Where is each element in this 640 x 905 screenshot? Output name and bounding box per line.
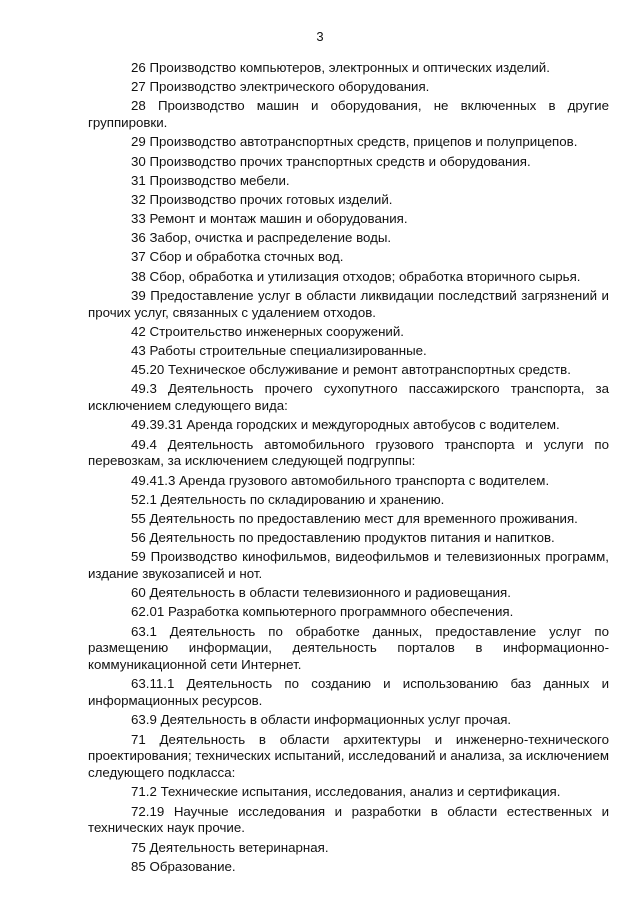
list-item: 49.3 Деятельность прочего сухопутного пассажирского транспорта, за исключением следующего вида:	[88, 381, 609, 414]
list-item: 75 Деятельность ветеринарная.	[131, 839, 329, 855]
list-item: 32 Производство прочих готовых изделий.	[131, 191, 393, 207]
list-item: 85 Образование.	[131, 858, 236, 874]
list-item: 52.1 Деятельность по складированию и хранению.	[131, 491, 445, 507]
list-item: 36 Забор, очистка и распределение воды.	[131, 230, 392, 246]
list-item: 49.39.31 Аренда городских и междугородных автобусов с водителем.	[131, 417, 560, 433]
list-item: 26 Производство компьютеров, электронных и оптических изделий.	[131, 60, 550, 75]
list-item: 43 Работы строительные специализированные.	[131, 343, 427, 359]
list-item: 72.19 Научные исследования и разработки в области естественных и технических наук прочие.	[88, 803, 609, 836]
list-item: 63.9 Деятельность в области информационных услуг прочая.	[131, 712, 512, 728]
list-item: 62.01 Разработка компьютерного программного обеспечения.	[131, 604, 514, 620]
list-item: 49.41.3 Аренда грузового автомобильного транспорта с водителем.	[131, 472, 550, 488]
list-item: 38 Сбор, обработка и утилизация отходов; обработка вторичного сырья.	[131, 268, 581, 284]
list-item: 71.2 Технические испытания, исследования, анализ и сертификация.	[131, 784, 561, 800]
list-item: 49.4 Деятельность автомобильного грузового транспорта и услуги по перевозкам, за исключением следующей подгруппы:	[88, 436, 609, 469]
list-item: 42 Строительство инженерных сооружений.	[131, 323, 404, 339]
activity-code-list	[88, 60, 609, 878]
list-item: 31 Производство мебели.	[131, 172, 290, 188]
list-item: 55 Деятельность по предоставлению мест для временного проживания.	[131, 510, 578, 526]
list-item: 45.20 Техническое обслуживание и ремонт автотранспортных средств.	[131, 362, 571, 378]
list-item: 28 Производство машин и оборудования, не включенных в другие группировки.	[88, 98, 609, 131]
list-item: 63.11.1 Деятельность по созданию и использованию баз данных и информационных ресурсов.	[88, 676, 609, 709]
list-item: 59 Производство кинофильмов, видеофильмов и телевизионных программ, издание звукозаписей и нот.	[88, 549, 609, 582]
list-item: 37 Сбор и обработка сточных вод.	[131, 249, 344, 265]
list-item: 60 Деятельность в области телевизионного и радиовещания.	[131, 585, 511, 601]
list-item: 56 Деятельность по предоставлению продуктов питания и напитков.	[131, 530, 555, 546]
list-item: 27 Производство электрического оборудования.	[131, 79, 430, 95]
list-item: 30 Производство прочих транспортных средств и оборудования.	[131, 153, 531, 169]
list-item: 71 Деятельность в области архитектуры и инженерно-технического проектирования; технических испытаний, исследований и анализа, за исключением следующего подкласса:	[88, 731, 609, 781]
page-number: 3	[316, 29, 324, 44]
list-item: 63.1 Деятельность по обработке данных, предоставление услуг по размещению информации, деятельность порталов в информационно-коммуникационной сети Интернет.	[88, 623, 609, 673]
list-item: 33 Ремонт и монтаж машин и оборудования.	[131, 211, 408, 227]
list-item: 39 Предоставление услуг в области ликвидации последствий загрязнений и прочих услуг, связанных с удалением отходов.	[88, 287, 609, 320]
list-item: 29 Производство автотранспортных средств, прицепов и полуприцепов.	[131, 134, 578, 150]
